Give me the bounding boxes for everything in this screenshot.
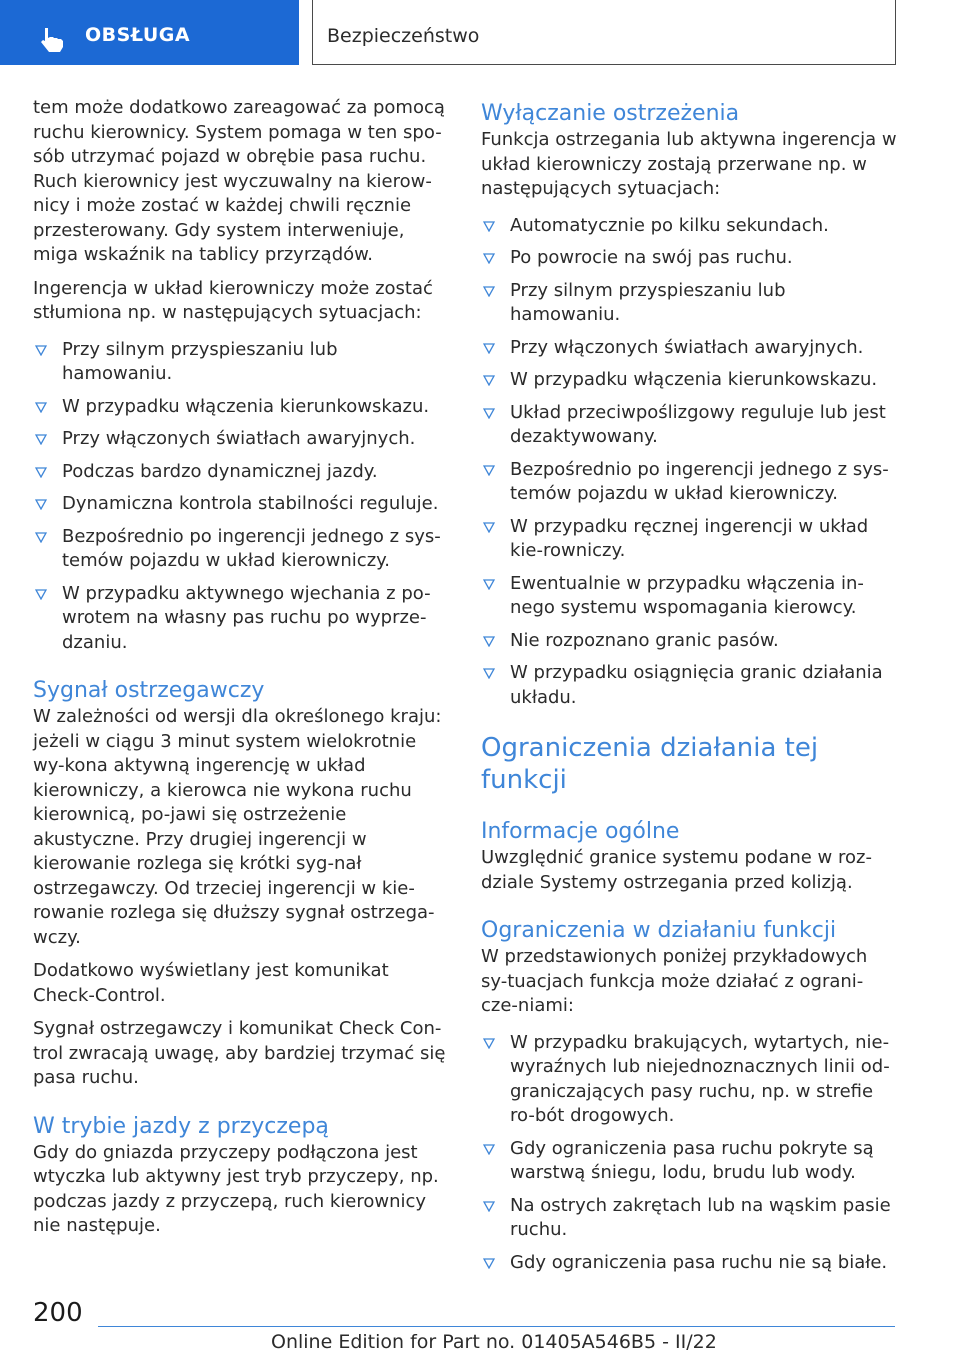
triangle-bullet-icon [483,221,495,232]
list-item-text: W przypadku włączenia kierunkowskazu. [510,369,878,390]
triangle-bullet-icon [483,522,495,533]
triangle-bullet-icon [483,1038,495,1049]
triangle-bullet-icon [35,467,47,478]
list-item [481,661,899,710]
trailer-heading: W trybie jazdy z przyczepą [33,1113,329,1139]
left-column [33,96,448,1248]
right-column [481,96,899,1283]
pointing-hand-icon [40,27,64,53]
list-item-text: Na ostrych zakrętach lub na wąskim pasie ruchu. [510,1194,891,1240]
list-item-text: Dynamiczna kontrola stabilności reguluje. [62,493,439,514]
list-item-text: Gdy ograniczenia pasa ruchu nie są białe. [510,1251,888,1273]
list-item [481,458,899,507]
triangle-bullet-icon [483,343,495,354]
footer-divider [98,1326,895,1327]
triangle-bullet-icon [35,434,47,445]
list-item-text: Przy włączonych światłach awaryjnych. [62,428,416,449]
triangle-bullet-icon [483,408,495,419]
list-item [481,336,899,361]
list-item-text: W przypadku włączenia kierunkowskazu. [62,395,430,417]
list-item-text: W przypadku aktywnego wjechania z po-wrotem na własny pas ruchu po wyprze-dzaniu. [62,582,431,653]
triangle-bullet-icon [35,402,47,413]
disable-warning-list [481,214,899,711]
list-item [481,1251,899,1276]
list-item [33,395,448,420]
list-item [481,368,899,393]
suppression-list [33,338,448,656]
general-info-paragraph: Uwzględnić granice systemu podane w roz-dziale Systemy ostrzegania przed kolizją. [481,847,872,893]
triangle-bullet-icon [483,253,495,264]
triangle-bullet-icon [35,499,47,510]
list-item-text: W przypadku osiągnięcia granic działania układu. [510,662,883,708]
list-item [481,629,899,654]
list-item-text: Nie rozpoznano granic pasów. [510,629,779,651]
list-item-text: Po powrocie na swój pas ruchu. [510,247,793,268]
triangle-bullet-icon [35,589,47,600]
disable-warning-heading: Wyłączanie ostrzeżenia [481,101,740,126]
triangle-bullet-icon [35,532,47,543]
list-item [481,572,899,621]
list-item [481,214,899,239]
list-item-text: Przy silnym przyspieszaniu lub hamowaniu. [510,279,786,325]
list-item [33,492,448,517]
edition-footer: Online Edition for Part no. 01405A546B5 - II/22 [271,1331,717,1353]
function-limits-list [481,1031,899,1276]
check-control-paragraph: Dodatkowo wyświetlany jest komunikat Check-Control. [33,960,389,1006]
triangle-bullet-icon [483,1144,495,1155]
list-item-text: Przy silnym przyspieszaniu lub hamowaniu. [62,338,338,384]
triangle-bullet-icon [483,375,495,386]
triangle-bullet-icon [483,465,495,476]
list-item [481,246,899,271]
disable-warning-paragraph: Funkcja ostrzegania lub aktywna ingerencja w układ kierowniczy zostają przerwane np. w następujących sytuacjach: [481,129,897,199]
warning-signal-heading: Sygnał ostrzegawczy [33,678,265,703]
list-item [481,515,899,564]
triangle-bullet-icon [35,345,47,356]
section-tab-label: OBSŁUGA [85,24,191,46]
list-item [481,1194,899,1243]
list-item-text: Automatycznie po kilku sekundach. [510,214,829,236]
list-item [481,279,899,328]
warning-signal-paragraph: W zależności od wersji dla określonego kraju: jeżeli w ciągu 3 minut system wielokrotnie wy-kona aktywną ingerencję w układ kierowniczy, a kierowca nie wykona ruchu kierownicą, po-jawi się ostrzeżenie akustyczne. Przy drugiej ingerencji w kierowanie rozlega się krótki syg-nał ostrzegawczy. Od trzeciej ingerencji w kie-rowanie rozlega się dłuższy sygnał ostrzega-wczy. [33,706,442,948]
function-limits-heading: Ograniczenia w działaniu funkcji [481,918,837,943]
list-item-text: Bezpośrednio po ingerencji jednego z sys-temów pojazdu w układ kierowniczy. [510,458,889,504]
list-item [33,525,448,574]
list-item-text: Układ przeciwpoślizgowy reguluje lub jest dezaktywowany. [510,401,886,447]
list-item [33,338,448,387]
list-item [33,460,448,485]
trailer-paragraph: Gdy do gniazda przyczepy podłączona jest wtyczka lub aktywny jest tryb przyczepy, np. podczas jazdy z przyczepą, ruch kierownicy nie następuje. [33,1141,439,1236]
triangle-bullet-icon [483,579,495,590]
section-tab[interactable] [0,0,299,65]
attention-paragraph: Sygnał ostrzegawczy i komunikat Check Con-trol zwracają uwagę, aby bardziej trzymać się pasa ruchu. [33,1018,446,1088]
list-item-text: Bezpośrednio po ingerencji jednego z sys-temów pojazdu w układ kierowniczy. [62,525,441,571]
page-number: 200 [33,1298,83,1328]
list-item-text: Ewentualnie w przypadku włączenia in-nego systemu wspomagania kierowcy. [510,572,864,618]
breadcrumb [312,0,896,65]
intro-paragraph: tem może dodatkowo zareagować za pomocą ruchu kierownicy. System pomaga w ten spo-sób utrzymać pojazd w obrębie pasa ruchu. Ruch kierownicy jest wyczuwalny na kierow-nicy i może zostać w każdej chwili ręcznie przesterowany. Gdy system interweniuje, miga wskaźnik na tablicy przyrządów. [33,97,445,265]
general-info-heading: Informacje ogólne [481,819,680,844]
list-item-text: W przypadku ręcznej ingerencji w układ kie-rowniczy. [510,515,869,561]
list-item [481,1031,899,1129]
limits-heading: Ograniczenia działania tej funkcji [481,733,819,795]
list-item [481,1137,899,1186]
list-item [33,427,448,452]
list-item [481,401,899,450]
function-limits-paragraph: W przedstawionych poniżej przykładowych sy-tuacjach funkcja może działać z ograni-cze-niami: [481,946,868,1016]
list-item [33,582,448,656]
triangle-bullet-icon [483,636,495,647]
breadcrumb-label: Bezpieczeństwo [327,25,480,47]
triangle-bullet-icon [483,668,495,679]
list-item-text: W przypadku brakujących, wytartych, nie-wyraźnych lub niejednoznacznych linii od-graniczających pasy ruchu, np. w strefie ro-bót drogowych. [510,1031,890,1126]
list-item-text: Podczas bardzo dynamicznej jazdy. [62,460,378,482]
suppression-paragraph: Ingerencja w układ kierowniczy może zostać stłumiona np. w następujących sytuacjach: [33,277,433,323]
triangle-bullet-icon [483,286,495,297]
triangle-bullet-icon [483,1258,495,1269]
list-item-text: Przy włączonych światłach awaryjnych. [510,336,864,358]
list-item-text: Gdy ograniczenia pasa ruchu pokryte są warstwą śniegu, lodu, brudu lub wody. [510,1137,874,1183]
triangle-bullet-icon [483,1201,495,1212]
